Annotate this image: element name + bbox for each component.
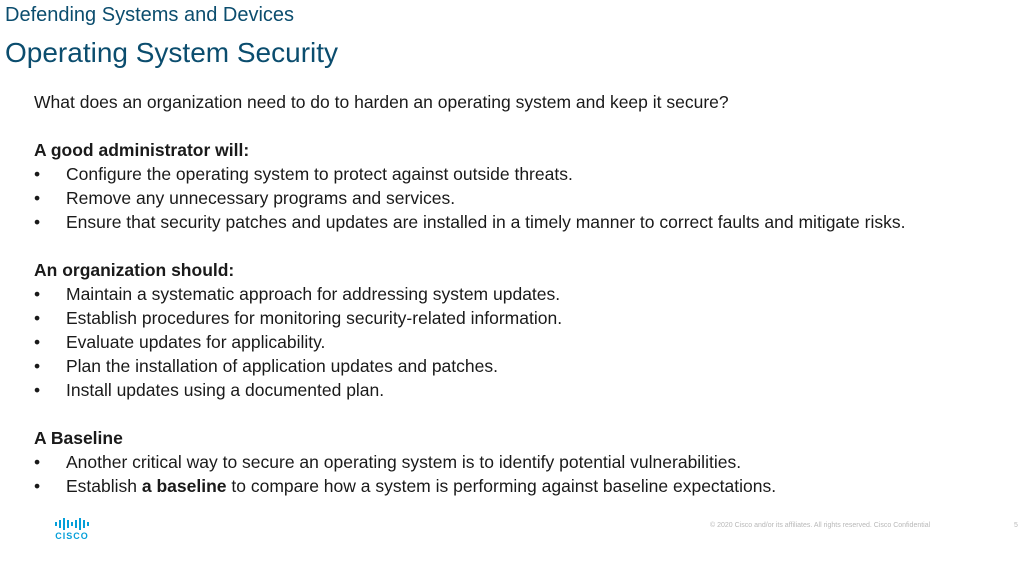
bullet-icon: • [34,332,41,352]
list-item: • Another critical way to secure an operating system is to identify potential vulnerabilities. [34,452,742,472]
baseline-list [34,450,934,498]
bullet-icon: • [34,452,41,472]
list-item: • Plan the installation of application updates and patches. [34,356,498,376]
slide-title: Operating System Security [5,37,339,68]
bullet-icon: • [34,284,41,304]
bullet-icon: • [34,188,41,208]
cisco-logo [52,518,92,542]
section-heading-organization: An organization should: [34,260,235,280]
list-item: • Maintain a systematic approach for addressing system updates. [34,284,561,304]
bullet-icon: • [34,380,41,400]
list-item: • Configure the operating system to protect against outside threats. [34,164,573,184]
organization-list [34,282,934,402]
list-item: • Establish a baseline to compare how a system is performing against baseline expectations. [34,476,777,496]
bullet-icon: • [34,476,41,496]
bullet-icon: • [34,308,41,328]
list-item: • Evaluate updates for applicability. [34,332,326,352]
baseline-emphasis: a baseline [141,476,227,496]
section-heading-administrator: A good administrator will: [34,140,250,160]
list-item: • Remove any unnecessary programs and services. [34,188,456,208]
slide-content [34,90,934,498]
list-item: • Establish procedures for monitoring security-related information. [34,308,563,328]
copyright-footer: © 2020 Cisco and/or its affiliates. All rights reserved. Cisco Confidential [710,522,931,529]
slide-subtitle: Defending Systems and Devices [5,4,295,26]
list-item: • Install updates using a documented plan. [34,380,385,400]
cisco-bars-icon [52,518,92,530]
question-text: What does an organization need to do to harden an operating system and keep it secure? [34,92,729,112]
list-item: • Ensure that security patches and updates are installed in a timely manner to correct faults and mitigate risks. [34,212,906,232]
bullet-icon: • [34,164,41,184]
page-number: 5 [1014,522,1018,529]
bullet-icon: • [34,356,41,376]
administrator-list [34,162,934,234]
cisco-wordmark: CISCO [55,531,89,541]
bullet-icon: • [34,212,41,232]
section-heading-baseline: A Baseline [34,428,123,448]
